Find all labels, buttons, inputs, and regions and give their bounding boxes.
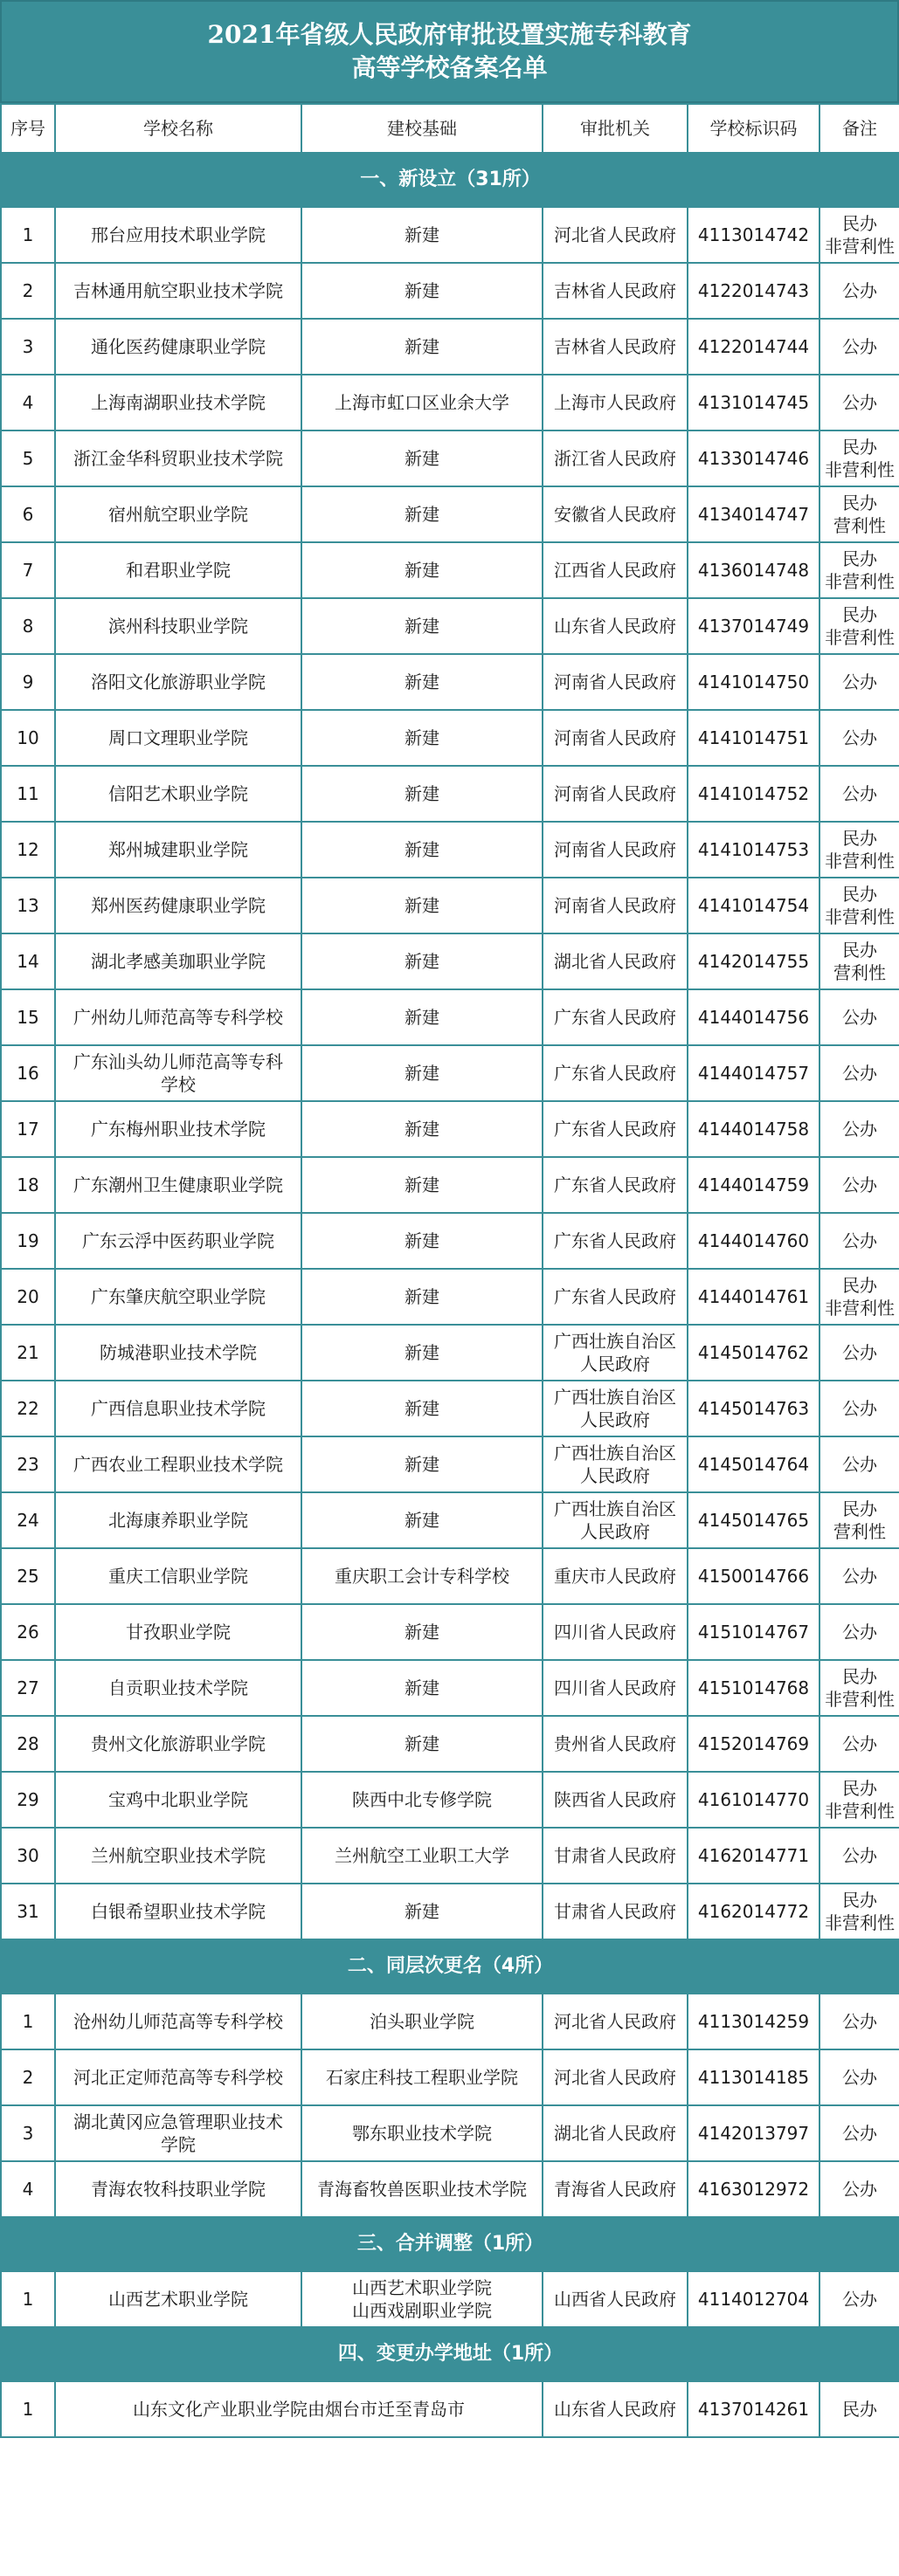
cell-code: 4131014745 [688,375,819,430]
cell-basis: 新建 [301,1604,543,1660]
cell-note: 公办 [819,1828,899,1884]
cell-school-name: 广东梅州职业技术学院 [55,1101,301,1157]
table-row [1,486,899,542]
cell-school-name: 周口文理职业学院 [55,710,301,766]
cell-basis: 陕西中北专修学院 [301,1772,543,1828]
cell-school-name: 广东潮州卫生健康职业学院 [55,1157,301,1213]
cell-authority: 湖北省人民政府 [543,933,688,989]
table-row [1,1716,899,1772]
cell-note: 公办 [819,1604,899,1660]
cell-seq: 23 [1,1436,55,1492]
table-row [1,2271,899,2327]
cell-authority: 广东省人民政府 [543,1101,688,1157]
section-title: 一、新设立（31所） [1,153,899,207]
cell-seq: 6 [1,486,55,542]
cell-basis: 山西艺术职业学院 山西戏剧职业学院 [301,2271,543,2327]
cell-authority: 河北省人民政府 [543,1994,688,2049]
cell-basis: 新建 [301,1884,543,1939]
cell-basis: 新建 [301,1269,543,1325]
cell-note: 公办 [819,1716,899,1772]
cell-authority: 甘肃省人民政府 [543,1884,688,1939]
table-row [1,1436,899,1492]
cell-seq: 27 [1,1660,55,1716]
table-row [1,319,899,375]
cell-basis: 新建 [301,1325,543,1381]
cell-basis: 泊头职业学院 [301,1994,543,2049]
cell-code: 4137014749 [688,598,819,654]
cell-school-name: 上海南湖职业技术学院 [55,375,301,430]
table-row [1,375,899,430]
table-row [1,207,899,263]
cell-seq: 4 [1,375,55,430]
cell-code: 4144014761 [688,1269,819,1325]
table-row [1,1325,899,1381]
cell-note: 民办 非营利性 [819,1884,899,1939]
cell-school-name: 山西艺术职业学院 [55,2271,301,2327]
cell-code: 4113014185 [688,2049,819,2105]
cell-code: 4150014766 [688,1548,819,1604]
cell-note: 民办 非营利性 [819,822,899,878]
cell-seq: 30 [1,1828,55,1884]
cell-authority: 四川省人民政府 [543,1604,688,1660]
cell-school-name: 宝鸡中北职业学院 [55,1772,301,1828]
header-note: 备注 [819,104,899,153]
cell-seq: 1 [1,1994,55,2049]
cell-school-name: 滨州科技职业学院 [55,598,301,654]
cell-school-name: 甘孜职业学院 [55,1604,301,1660]
cell-authority: 浙江省人民政府 [543,430,688,486]
table-row [1,989,899,1045]
cell-code: 4122014744 [688,319,819,375]
cell-school-name: 河北正定师范高等专科学校 [55,2049,301,2105]
cell-basis: 新建 [301,486,543,542]
cell-basis: 重庆职工会计专科学校 [301,1548,543,1604]
cell-school-name: 兰州航空职业技术学院 [55,1828,301,1884]
cell-basis: 新建 [301,598,543,654]
cell-note: 民办 非营利性 [819,430,899,486]
cell-basis: 鄂东职业技术学院 [301,2105,543,2161]
cell-code: 4122014743 [688,263,819,319]
cell-basis: 新建 [301,878,543,933]
cell-code: 4142014755 [688,933,819,989]
section-row [1,2217,899,2271]
cell-code: 4141014754 [688,878,819,933]
cell-code: 4141014751 [688,710,819,766]
cell-code: 4161014770 [688,1772,819,1828]
table-row [1,542,899,598]
table-row [1,1884,899,1939]
cell-school-name: 白银希望职业技术学院 [55,1884,301,1939]
cell-note: 公办 [819,263,899,319]
table-row [1,1101,899,1157]
table-row [1,1492,899,1548]
cell-authority: 甘肃省人民政府 [543,1828,688,1884]
table-row [1,1772,899,1828]
cell-code: 4151014768 [688,1660,819,1716]
cell-basis: 新建 [301,1436,543,1492]
table-row [1,710,899,766]
table-row [1,1213,899,1269]
cell-basis: 新建 [301,1213,543,1269]
cell-basis: 新建 [301,319,543,375]
cell-basis: 新建 [301,430,543,486]
cell-note: 公办 [819,766,899,822]
cell-note: 公办 [819,2105,899,2161]
cell-seq: 22 [1,1381,55,1436]
cell-authority: 广东省人民政府 [543,1157,688,1213]
cell-school-name: 湖北孝感美珈职业学院 [55,933,301,989]
cell-seq: 21 [1,1325,55,1381]
cell-seq: 14 [1,933,55,989]
cell-note: 公办 [819,1213,899,1269]
cell-note: 公办 [819,1548,899,1604]
cell-note: 民办 非营利性 [819,207,899,263]
cell-code: 4145014762 [688,1325,819,1381]
cell-basis: 新建 [301,263,543,319]
table-row [1,654,899,710]
cell-note: 公办 [819,319,899,375]
cell-code: 4133014746 [688,430,819,486]
cell-note: 民办 营利性 [819,933,899,989]
cell-seq: 20 [1,1269,55,1325]
cell-seq: 9 [1,654,55,710]
cell-note: 公办 [819,375,899,430]
cell-seq: 18 [1,1157,55,1213]
cell-authority: 上海市人民政府 [543,375,688,430]
cell-school-name: 山东文化产业职业学院由烟台市迁至青岛市 [55,2381,543,2437]
cell-note: 公办 [819,1381,899,1436]
cell-seq: 2 [1,263,55,319]
table-row [1,2049,899,2105]
cell-authority: 青海省人民政府 [543,2161,688,2217]
cell-authority: 陕西省人民政府 [543,1772,688,1828]
table-row [1,878,899,933]
cell-note: 公办 [819,2049,899,2105]
cell-school-name: 沧州幼儿师范高等专科学校 [55,1994,301,2049]
cell-note: 民办 非营利性 [819,1269,899,1325]
header-school-name: 学校名称 [55,104,301,153]
cell-authority: 广东省人民政府 [543,1045,688,1101]
cell-school-name: 邢台应用技术职业学院 [55,207,301,263]
cell-authority: 吉林省人民政府 [543,319,688,375]
cell-code: 4142013797 [688,2105,819,2161]
cell-seq: 16 [1,1045,55,1101]
cell-school-name: 重庆工信职业学院 [55,1548,301,1604]
cell-note: 公办 [819,1157,899,1213]
cell-seq: 2 [1,2049,55,2105]
section-row [1,1939,899,1994]
title-line-1: 2021年省级人民政府审批设置实施专科教育 [207,20,692,49]
cell-note: 民办 非营利性 [819,542,899,598]
cell-note: 公办 [819,1994,899,2049]
cell-note: 公办 [819,989,899,1045]
cell-authority: 广西壮族自治区 人民政府 [543,1325,688,1381]
cell-authority: 山西省人民政府 [543,2271,688,2327]
table-row [1,1157,899,1213]
cell-school-name: 和君职业学院 [55,542,301,598]
cell-authority: 四川省人民政府 [543,1660,688,1716]
cell-authority: 湖北省人民政府 [543,2105,688,2161]
cell-seq: 17 [1,1101,55,1157]
cell-basis: 新建 [301,542,543,598]
cell-basis: 新建 [301,207,543,263]
section-title: 二、同层次更名（4所） [1,1939,899,1994]
cell-note: 公办 [819,1325,899,1381]
cell-school-name: 吉林通用航空职业技术学院 [55,263,301,319]
cell-basis: 上海市虹口区业余大学 [301,375,543,430]
cell-basis: 新建 [301,822,543,878]
cell-school-name: 湖北黄冈应急管理职业技术 学院 [55,2105,301,2161]
cell-authority: 安徽省人民政府 [543,486,688,542]
header-seq: 序号 [1,104,55,153]
cell-code: 4144014760 [688,1213,819,1269]
table-row [1,766,899,822]
cell-seq: 1 [1,2271,55,2327]
section-title: 三、合并调整（1所） [1,2217,899,2271]
cell-school-name: 防城港职业技术学院 [55,1325,301,1381]
cell-school-name: 信阳艺术职业学院 [55,766,301,822]
cell-seq: 1 [1,207,55,263]
cell-school-name: 广西信息职业技术学院 [55,1381,301,1436]
table-row [1,263,899,319]
cell-authority: 河南省人民政府 [543,878,688,933]
cell-basis: 青海畜牧兽医职业技术学院 [301,2161,543,2217]
section-row [1,153,899,207]
table-row [1,598,899,654]
table-row [1,2161,899,2217]
cell-basis: 新建 [301,933,543,989]
cell-school-name: 宿州航空职业学院 [55,486,301,542]
cell-school-name: 通化医药健康职业学院 [55,319,301,375]
cell-basis: 新建 [301,1660,543,1716]
cell-note: 公办 [819,2271,899,2327]
table-row [1,2105,899,2161]
cell-authority: 河南省人民政府 [543,766,688,822]
cell-code: 4137014261 [688,2381,819,2437]
cell-school-name: 贵州文化旅游职业学院 [55,1716,301,1772]
cell-note: 公办 [819,710,899,766]
cell-code: 4163012972 [688,2161,819,2217]
title-line-2: 高等学校备案名单 [351,53,548,82]
cell-seq: 5 [1,430,55,486]
table-row [1,1381,899,1436]
cell-seq: 8 [1,598,55,654]
table-row [1,1828,899,1884]
header-authority: 审批机关 [543,104,688,153]
cell-authority: 广东省人民政府 [543,1269,688,1325]
table-body [1,153,899,2437]
cell-code: 4144014757 [688,1045,819,1101]
cell-note: 民办 营利性 [819,1492,899,1548]
cell-code: 4113014742 [688,207,819,263]
cell-seq: 11 [1,766,55,822]
cell-note: 公办 [819,1045,899,1101]
table-row [1,1548,899,1604]
cell-school-name: 自贡职业技术学院 [55,1660,301,1716]
cell-authority: 贵州省人民政府 [543,1716,688,1772]
section-row [1,2327,899,2381]
cell-basis: 新建 [301,1381,543,1436]
page-title [0,0,899,103]
cell-seq: 12 [1,822,55,878]
cell-seq: 29 [1,1772,55,1828]
cell-note: 民办 [819,2381,899,2437]
cell-note: 公办 [819,1436,899,1492]
cell-basis: 新建 [301,1716,543,1772]
cell-note: 民办 非营利性 [819,598,899,654]
cell-authority: 山东省人民政府 [543,2381,688,2437]
table-row [1,1994,899,2049]
cell-seq: 19 [1,1213,55,1269]
cell-basis: 新建 [301,1045,543,1101]
cell-seq: 26 [1,1604,55,1660]
cell-authority: 吉林省人民政府 [543,263,688,319]
section-title: 四、变更办学地址（1所） [1,2327,899,2381]
cell-code: 4162014771 [688,1828,819,1884]
cell-note: 公办 [819,654,899,710]
header-basis: 建校基础 [301,104,543,153]
cell-code: 4141014753 [688,822,819,878]
cell-authority: 广西壮族自治区 人民政府 [543,1492,688,1548]
table-row [1,1660,899,1716]
cell-code: 4144014758 [688,1101,819,1157]
cell-note: 民办 非营利性 [819,878,899,933]
cell-school-name: 广东汕头幼儿师范高等专科 学校 [55,1045,301,1101]
cell-code: 4134014747 [688,486,819,542]
cell-seq: 10 [1,710,55,766]
cell-authority: 河南省人民政府 [543,822,688,878]
cell-code: 4145014765 [688,1492,819,1548]
cell-basis: 新建 [301,654,543,710]
cell-code: 4114012704 [688,2271,819,2327]
cell-authority: 广西壮族自治区 人民政府 [543,1381,688,1436]
cell-code: 4145014764 [688,1436,819,1492]
cell-authority: 广西壮族自治区 人民政府 [543,1436,688,1492]
cell-authority: 河北省人民政府 [543,207,688,263]
cell-code: 4151014767 [688,1604,819,1660]
cell-code: 4144014759 [688,1157,819,1213]
cell-seq: 31 [1,1884,55,1939]
cell-seq: 24 [1,1492,55,1548]
cell-school-name: 郑州城建职业学院 [55,822,301,878]
cell-basis: 新建 [301,766,543,822]
cell-code: 4141014750 [688,654,819,710]
cell-code: 4136014748 [688,542,819,598]
cell-basis: 新建 [301,1157,543,1213]
cell-authority: 河南省人民政府 [543,654,688,710]
cell-seq: 15 [1,989,55,1045]
cell-school-name: 浙江金华科贸职业技术学院 [55,430,301,486]
cell-authority: 山东省人民政府 [543,598,688,654]
cell-authority: 重庆市人民政府 [543,1548,688,1604]
cell-seq: 3 [1,319,55,375]
cell-basis: 新建 [301,1101,543,1157]
cell-authority: 广东省人民政府 [543,989,688,1045]
cell-seq: 3 [1,2105,55,2161]
cell-seq: 13 [1,878,55,933]
cell-school-name: 北海康养职业学院 [55,1492,301,1548]
cell-school-name: 广东云浮中医药职业学院 [55,1213,301,1269]
cell-note: 公办 [819,2161,899,2217]
cell-school-name: 广西农业工程职业技术学院 [55,1436,301,1492]
cell-seq: 28 [1,1716,55,1772]
header-code: 学校标识码 [688,104,819,153]
table-row [1,1045,899,1101]
cell-note: 民办 非营利性 [819,1772,899,1828]
cell-basis: 石家庄科技工程职业学院 [301,2049,543,2105]
cell-note: 公办 [819,1101,899,1157]
cell-code: 4145014763 [688,1381,819,1436]
cell-code: 4144014756 [688,989,819,1045]
cell-code: 4141014752 [688,766,819,822]
cell-authority: 河北省人民政府 [543,2049,688,2105]
cell-basis: 兰州航空工业职工大学 [301,1828,543,1884]
header-row [1,104,899,153]
table-row [1,933,899,989]
table-row [1,430,899,486]
table-row [1,1604,899,1660]
cell-authority: 广东省人民政府 [543,1213,688,1269]
cell-code: 4162014772 [688,1884,819,1939]
cell-authority: 河南省人民政府 [543,710,688,766]
cell-code: 4152014769 [688,1716,819,1772]
filing-table [0,103,899,2438]
cell-school-name: 青海农牧科技职业学院 [55,2161,301,2217]
cell-code: 4113014259 [688,1994,819,2049]
cell-authority: 江西省人民政府 [543,542,688,598]
cell-basis: 新建 [301,710,543,766]
cell-seq: 4 [1,2161,55,2217]
table-row [1,2381,899,2437]
cell-seq: 1 [1,2381,55,2437]
cell-school-name: 广东肇庆航空职业学院 [55,1269,301,1325]
cell-school-name: 郑州医药健康职业学院 [55,878,301,933]
cell-seq: 25 [1,1548,55,1604]
cell-school-name: 洛阳文化旅游职业学院 [55,654,301,710]
cell-basis: 新建 [301,1492,543,1548]
table-row [1,1269,899,1325]
cell-basis: 新建 [301,989,543,1045]
cell-seq: 7 [1,542,55,598]
cell-note: 民办 非营利性 [819,1660,899,1716]
cell-school-name: 广州幼儿师范高等专科学校 [55,989,301,1045]
cell-note: 民办 营利性 [819,486,899,542]
table-row [1,822,899,878]
